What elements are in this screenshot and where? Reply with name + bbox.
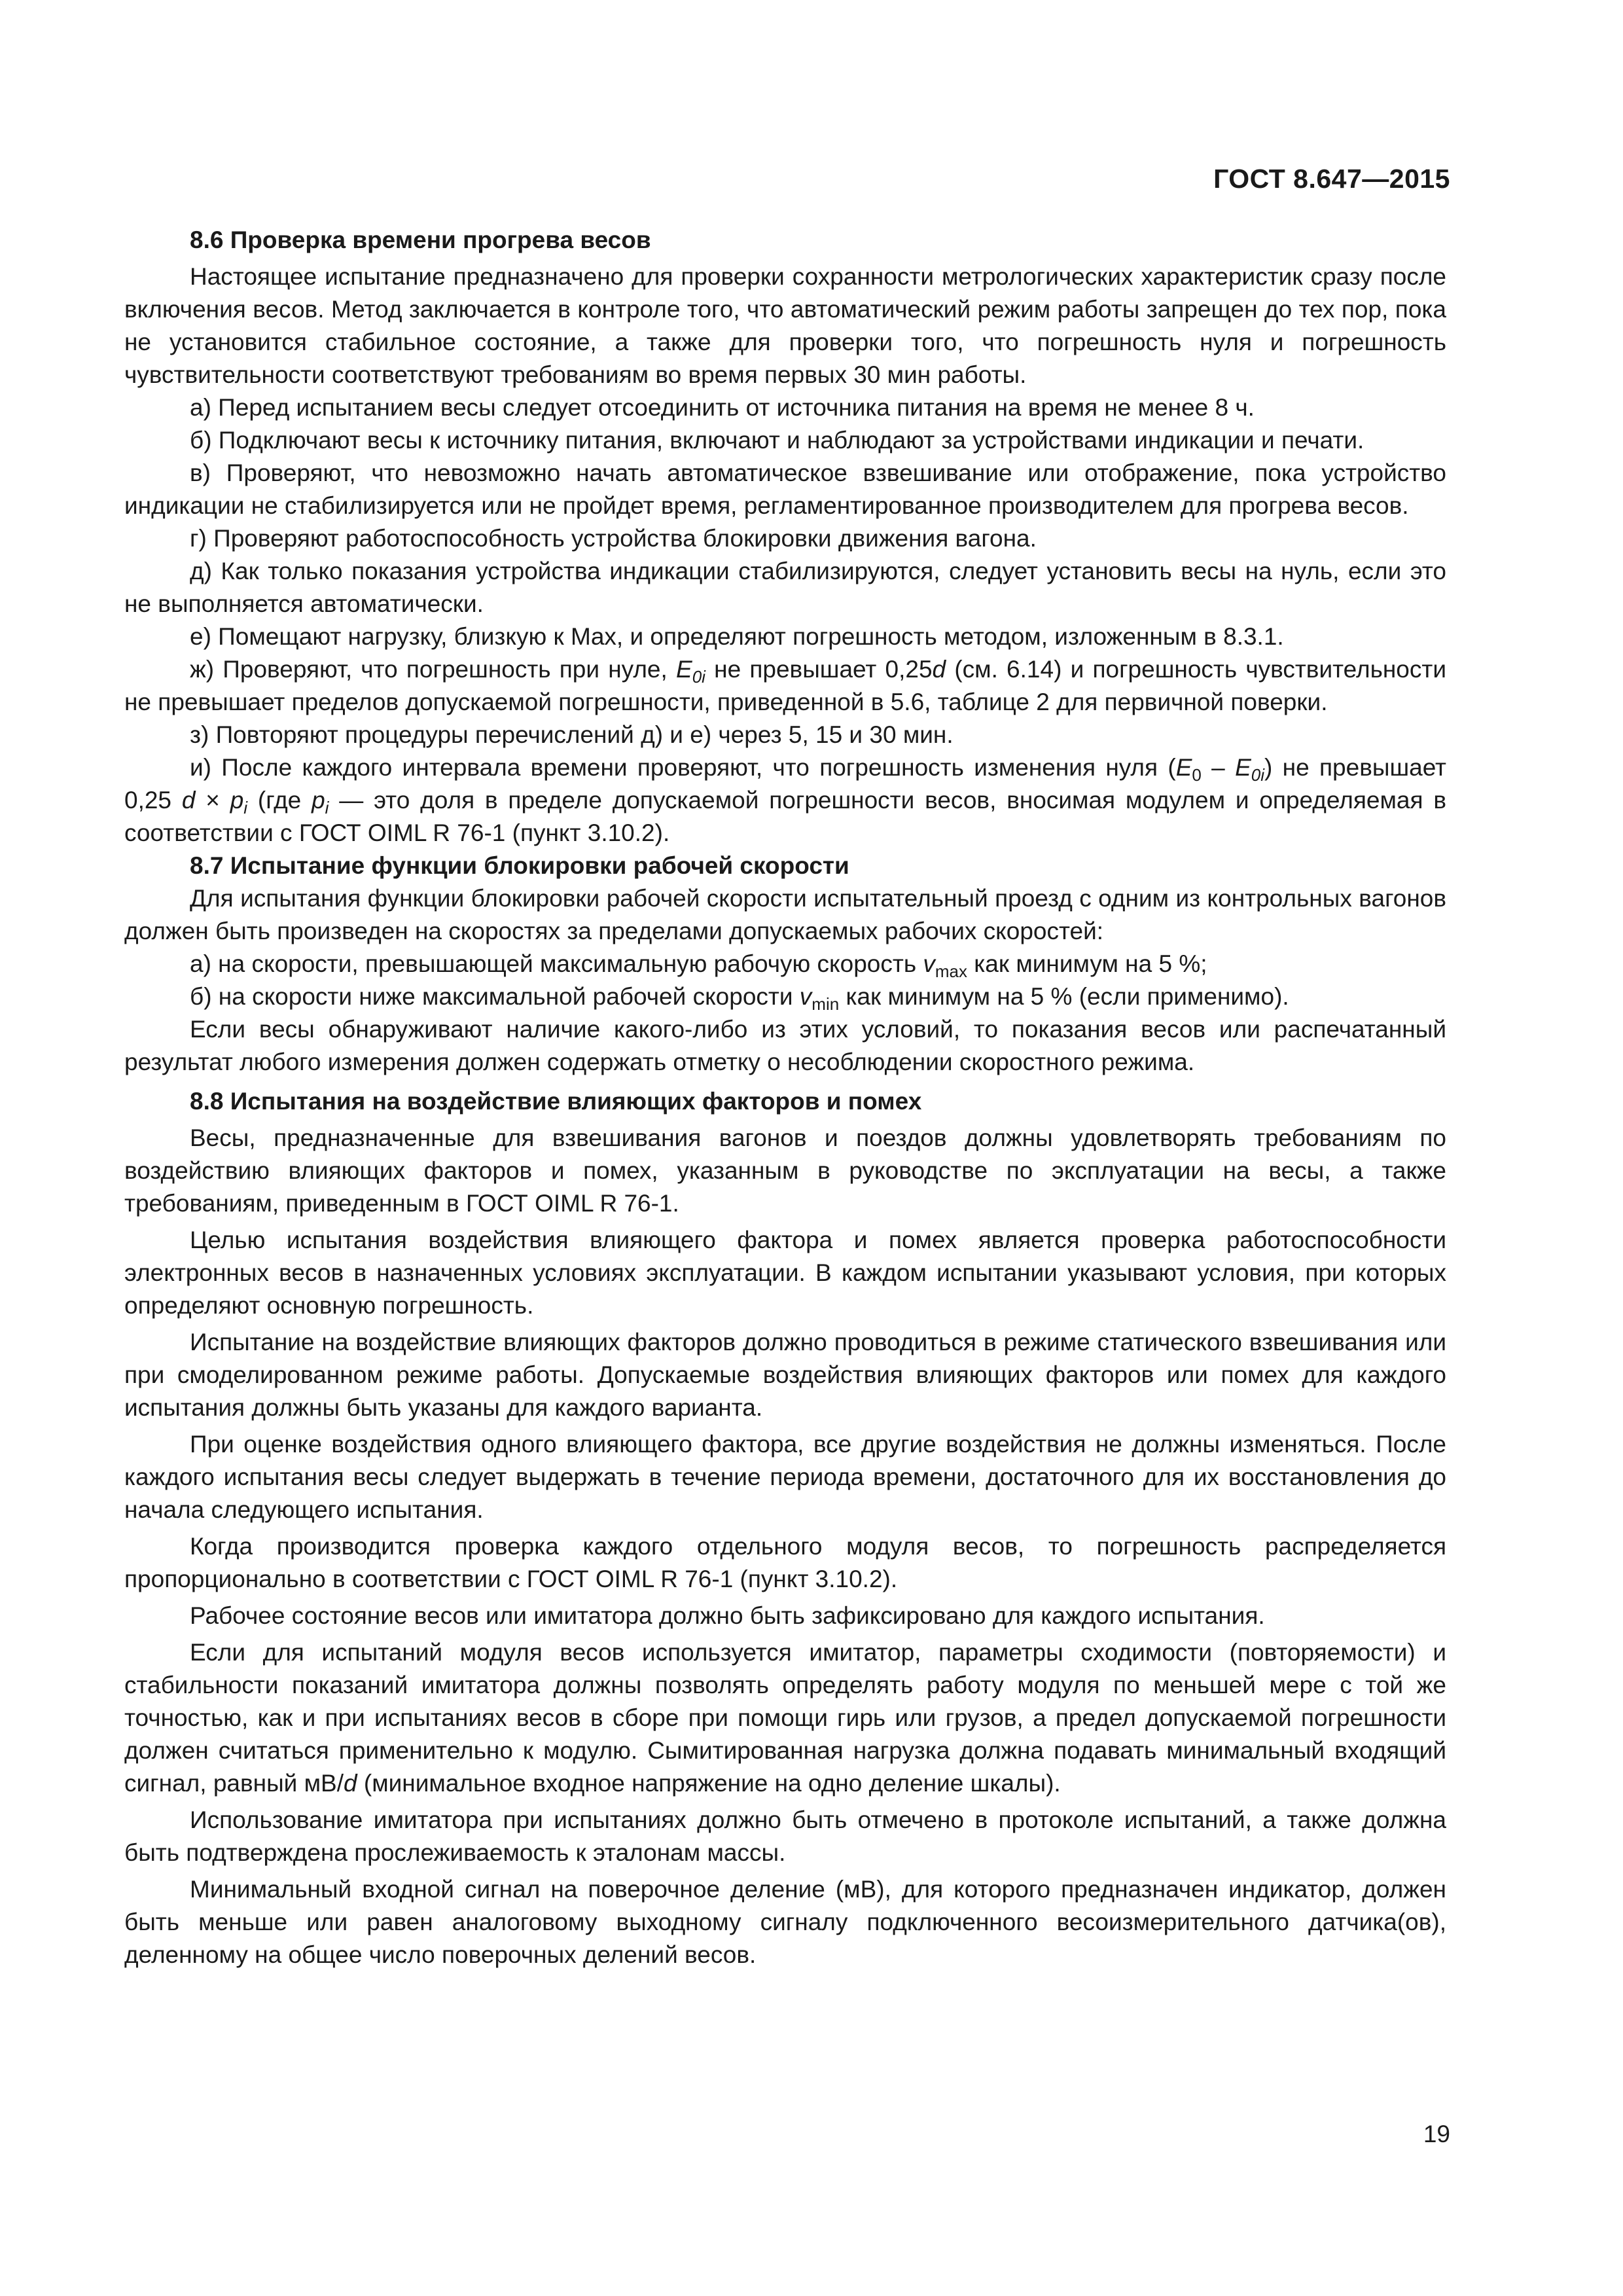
section-8-6-item-zh xyxy=(124,653,1446,719)
section-8-7-outro: Если весы обнаруживают наличие какого-либо из этих условий, то показания весов или распечатанный результат любого измерения должен содержать отметку о несоблюдении скоростного режима. xyxy=(124,1016,1446,1075)
text-run: как минимум на 5 % (если применимо). xyxy=(839,983,1289,1010)
section-8-7-title: 8.7 Испытание функции блокировки рабочей скорости xyxy=(190,852,849,879)
symbol-v: v xyxy=(923,950,935,977)
section-8-7-item-b xyxy=(124,980,1446,1013)
section-8-6-item-i xyxy=(124,751,1446,850)
symbol-p: p xyxy=(312,787,325,814)
text-run: а) на скорости, превышающей максимальную рабочую скорость xyxy=(190,950,923,977)
symbol-v: v xyxy=(799,983,812,1010)
text-run: Если для испытаний модуля весов используется имитатор, параметры сходимости (повторяемости) и стабильности показаний имитатора должны позволять определять работу модуля по меньшей мере с той же точностью, как и при испытаниях весов в сборе при помощи гирь или грузов, а предел допускаемой погрешности должен считаться применительно к модулю. Сымитированная нагрузка должна подавать минимальный входящий сигнал, равный мВ/ xyxy=(124,1639,1446,1797)
section-8-6-item-z: з) Повторяют процедуры перечислений д) и е) через 5, 15 и 30 мин. xyxy=(190,721,954,748)
section-8-6-item-e: е) Помещают нагрузку, близкую к Max, и определяют погрешность методом, изложенным в 8.3.1. xyxy=(190,623,1284,650)
section-8-7-item-a xyxy=(124,948,1446,980)
section-8-8-p1: Весы, предназначенные для взвешивания вагонов и поездов должны удовлетворять требованиям по воздействию влияющих факторов и помех, указанным в руководстве по эксплуатации на весы, а также требованиям, приведенным в ГОСТ OIML R 76-1. xyxy=(124,1124,1446,1217)
subscript: i xyxy=(243,798,248,817)
text-run: б) на скорости ниже максимальной рабочей скорости xyxy=(190,983,800,1010)
text-run: как минимум на 5 %; xyxy=(967,950,1207,977)
section-8-6-title: 8.6 Проверка времени прогрева весов xyxy=(190,226,651,253)
symbol-d: d xyxy=(932,656,946,683)
symbol-d: d xyxy=(181,787,196,814)
section-8-6-item-a: а) Перед испытанием весы следует отсоединить от источника питания на время не менее 8 ч. xyxy=(190,394,1255,421)
section-8-8-p5: Когда производится проверка каждого отдельного модуля весов, то погрешность распределяется пропорционально в соответствии с ГОСТ OIML R 76-1 (пункт 3.10.2). xyxy=(124,1533,1446,1592)
text-run: (минимальное входное напряжение на одно деление шкалы). xyxy=(357,1770,1061,1797)
text-run: – xyxy=(1201,754,1236,781)
text-run: ж) Проверяют, что погрешность при нуле, xyxy=(190,656,676,683)
section-8-8-p9: Минимальный входной сигнал на поверочное деление (мВ), для которого предназначен индикатор, должен быть меньше или равен аналоговому выходному сигналу подключенного весоизмерительного датчика(ов), деленному на общее число поверочных делений весов. xyxy=(124,1876,1446,1968)
section-8-8-p8: Использование имитатора при испытаниях должно быть отмечено в протоколе испытаний, а также должна быть подтверждена прослеживаемость к эталонам массы. xyxy=(124,1806,1446,1866)
section-8-8-p3: Испытание на воздействие влияющих факторов должно проводиться в режиме статического взвешивания или при смоделированном режиме работы. Допускаемые воздействия влияющих факторов или помех для каждого испытания должны быть указаны для каждого варианта. xyxy=(124,1329,1446,1421)
page-number: 19 xyxy=(1423,2121,1450,2147)
section-8-6-item-b: б) Подключают весы к источнику питания, включают и наблюдают за устройствами индикации и печати. xyxy=(190,427,1364,454)
symbol-E: E xyxy=(676,656,692,683)
symbol-E: E xyxy=(1235,754,1251,781)
symbol-p: p xyxy=(230,787,244,814)
subscript: max xyxy=(935,961,967,981)
section-8-6-intro: Настоящее испытание предназначено для проверки сохранности метрологических характеристик сразу после включения весов. Метод заключается в контроле того, что автоматический режим работы запрещен до тех пор, пока не установится стабильное состояние, а также для проверки того, что погрешность нуля и погрешность чувствительности соответствуют требованиям во время первых 30 мин работы. xyxy=(124,263,1446,388)
subscript: min xyxy=(812,994,840,1014)
section-8-8-p2: Целью испытания воздействия влияющего фактора и помех является проверка работоспособности электронных весов в назначенных условиях эксплуатации. В каждом испытании указывают условия, при которых определяют основную погрешность. xyxy=(124,1227,1446,1319)
section-8-8-p6: Рабочее состояние весов или имитатора должно быть зафиксировано для каждого испытания. xyxy=(190,1602,1265,1629)
text-run: (где xyxy=(247,787,312,814)
section-8-6-item-g: г) Проверяют работоспособность устройства блокировки движения вагона. xyxy=(190,525,1037,552)
symbol-d: d xyxy=(344,1770,357,1797)
text-run: ) не превышает 0,25 xyxy=(124,754,1447,814)
section-8-8-p7 xyxy=(124,1636,1446,1800)
symbol-E: E xyxy=(1175,754,1192,781)
text-run: — это доля в пределе допускаемой погрешности весов, вносимая модулем и определяемая в соответствии с ГОСТ OIML R 76-1 (пункт 3.10.2). xyxy=(124,787,1446,846)
subscript: i xyxy=(325,798,329,817)
subscript: 0i xyxy=(692,667,705,687)
text-run: и) После каждого интервала времени проверяют, что погрешность изменения нуля ( xyxy=(190,754,1176,781)
text-run: не превышает 0,25 xyxy=(705,656,933,683)
text-run: × xyxy=(195,787,230,814)
section-8-6-item-v: в) Проверяют, что невозможно начать автоматическое взвешивание или отображение, пока устройство индикации не стабилизируется или не пройдет время, регламентированное производителем для прогрева весов. xyxy=(124,459,1446,519)
section-8-8-title: 8.8 Испытания на воздействие влияющих факторов и помех xyxy=(190,1088,922,1115)
section-8-8-p4: При оценке воздействия одного влияющего фактора, все другие воздействия не должны изменяться. После каждого испытания весы следует выдержать в течение периода времени, достаточного для их восстановления до начала следующего испытания. xyxy=(124,1431,1446,1523)
subscript: 0i xyxy=(1251,765,1265,785)
document-code: ГОСТ 8.647—2015 xyxy=(1213,164,1450,194)
section-8-7-intro: Для испытания функции блокировки рабочей скорости испытательный проезд с одним из контрольных вагонов должен быть произведен на скоростях за пределами допускаемых рабочих скоростей: xyxy=(124,885,1446,944)
document-body xyxy=(124,224,1446,1971)
text-run: (см. 6.14) и погрешность чувствительности не превышает пределов допускаемой погрешности, приведенной в 5.6, таблице 2 для первичной поверки. xyxy=(124,656,1446,715)
subscript: 0 xyxy=(1192,765,1202,785)
section-8-6-item-d: д) Как только показания устройства индикации стабилизируются, следует установить весы на нуль, если это не выполняется автоматически. xyxy=(124,558,1446,617)
